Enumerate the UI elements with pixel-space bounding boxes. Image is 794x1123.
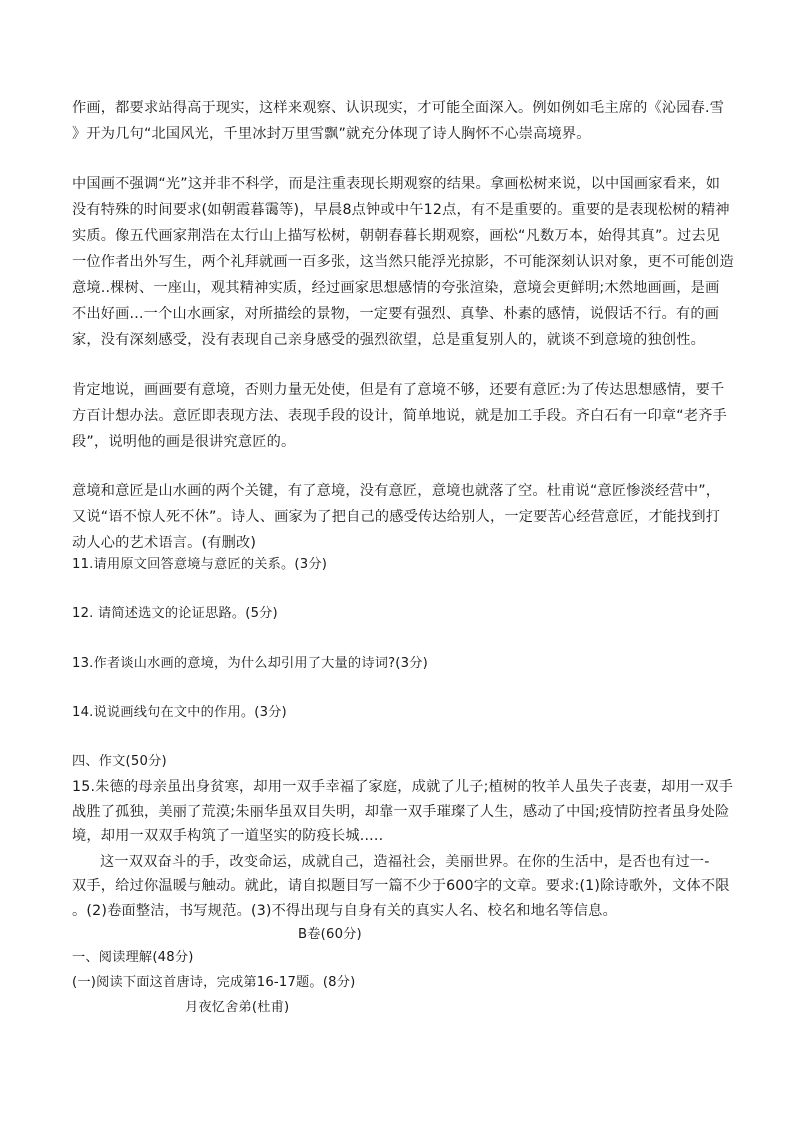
paragraph-2-line-1: 中国画不强调“光”这并非不科学，而是注重表现长期观察的结果。拿画松树来说，以中国画家看来，如 [72, 176, 721, 192]
question-15-line-3: 境，却用一双双手构筑了一道坚实的防疫长城..... [72, 828, 384, 844]
paragraph-3-line-1: 肯定地说，画画要有意境，否则力量无处使，但是有了意境不够，还要有意匠:为了传达思想感情，要千 [72, 382, 725, 398]
question-14: 14.说说画线句在文中的作用。(3分) [72, 705, 287, 720]
question-11: 11.请用原文回答意境与意匠的关系。(3分) [72, 557, 328, 572]
paragraph-4-line-3: 动人心的艺术语言。(有删改) [72, 535, 257, 551]
essay-prompt-line-1: 这一双双奋斗的手，改变命运，成就自己，造福社会，美丽世界。在你的生活中，是否也有过一- [100, 854, 710, 870]
section-b-title: B卷(60分) [298, 927, 362, 942]
paragraph-2-line-3: 实质。像五代画家荆浩在太行山上描写松树，朝朝春暮长期观察，画松“凡数万本，始得其真”。过去见 [72, 228, 721, 244]
question-15-line-1: 15.朱德的母亲虽出身贫寒，却用一双手幸福了家庭，成就了儿子;植树的牧羊人虽失子丧妻，却用一双手 [72, 779, 734, 795]
essay-heading: 四、作文(50分) [72, 754, 167, 769]
question-13: 13.作者谈山水画的意境，为什么却引用了大量的诗词?(3分) [72, 656, 428, 671]
question-12: 12. 请简述选文的论证思路。(5分) [72, 606, 278, 621]
section-b-sub-1-heading: (一)阅读下面这首唐诗，完成第16-17题。(8分) [72, 975, 356, 990]
paragraph-4-line-2: 又说“语不惊人死不休”。诗人、画家为了把自己的感受传达给别人，一定要苦心经营意匠，才能找到打 [72, 509, 721, 525]
paragraph-3-line-3: 段”，说明他的画是很讲究意匠的。 [72, 434, 296, 450]
paragraph-1-line-2: 》开为几句“北国风光，千里冰封万里雪飘”就充分体现了诗人胸怀不心崇高境界。 [72, 126, 591, 142]
paragraph-2-line-2: 没有特殊的时间要求(如朝霞暮霭等)，早晨8点钟或中午12点，有不是重要的。重要的是表现松树的精神 [72, 202, 730, 218]
section-b-part-1-heading: 一、阅读理解(48分) [72, 950, 194, 965]
paragraph-2-line-6: 不出好画...一个山水画家，对所描绘的景物，一定要有强烈、真挚、朴素的感情，说假话不行。有的画 [72, 306, 720, 322]
essay-prompt-line-3: 。(2)卷面整洁，书写规范。(3)不得出现与自身有关的真实人名、校名和地名等信息。 [72, 903, 617, 919]
paragraph-3-line-2: 方百计想办法。意匠即表现方法、表现手段的设计，简单地说，就是加工手段。齐白石有一印章“老齐手 [72, 408, 727, 424]
paragraph-2-line-5: 意境..棵树、一座山，观其精神实质，经过画家思想感情的夸张渲染，意境会更鲜明;木然地画画，是画 [72, 280, 720, 296]
paragraph-4-line-1: 意境和意匠是山水画的两个关键，有了意境，没有意匠，意境也就落了空。杜甫说“意匠惨淡经营中”， [72, 483, 721, 499]
paragraph-2-line-7: 家，没有深刻感受，没有表现自己亲身感受的强烈欲望，总是重复别人的，就谈不到意境的独创性。 [72, 332, 706, 348]
essay-prompt-line-2: 双手，给过你温暖与触动。就此，请自拟题目写一篇不少于600字的文章。要求:(1)除诗歌外，文体不限 [72, 878, 730, 894]
paragraph-2-line-4: 一位作者出外写生，两个礼拜就画一百多张，这当然只能浮光掠影，不可能深刻认识对象，更不可能创造 [72, 254, 734, 270]
poem-title: 月夜忆舍弟(杜甫) [185, 1000, 290, 1015]
paragraph-1-line-1: 作画，都要求站得高于现实，这样来观察、认识现实，才可能全面深入。例如例如毛主席的《沁园春.雪 [72, 100, 725, 116]
question-15-line-2: 战胜了孤独，美丽了荒漠;朱丽华虽双目失明，却靠一双手璀璨了人生，感动了中国;疫情防控者虽身处险 [72, 804, 730, 820]
